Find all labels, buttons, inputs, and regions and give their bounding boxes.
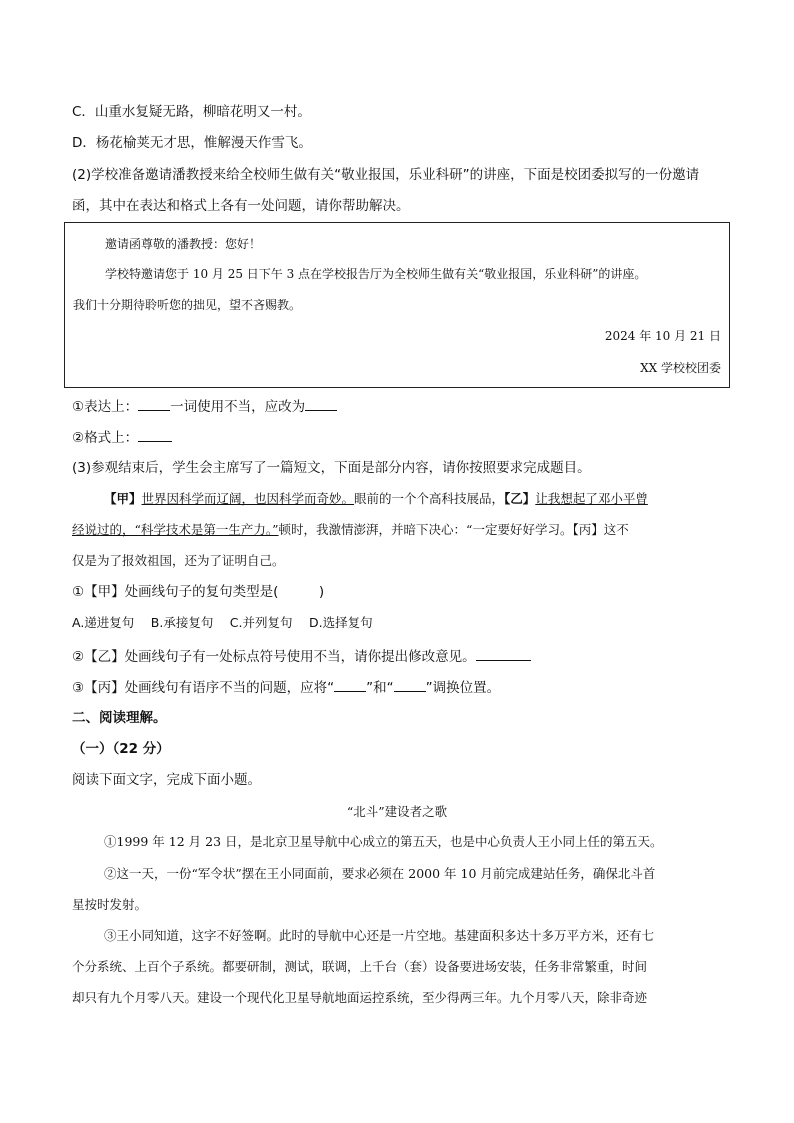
answer-line-2 xyxy=(72,427,172,448)
sq3-part-a: ③【丙】处画线句有语序不当的问题，应将“ xyxy=(72,680,335,696)
answer-blank-6[interactable] xyxy=(394,677,426,692)
q2-line1: (2)学校准备邀请潘教授来给全校师生做有关“敬业报国，乐业科研”的讲座，下面是校团委拟写的一份邀请 xyxy=(72,167,700,183)
invitation-letter-box xyxy=(64,222,730,388)
letter-greeting: 邀请函尊敬的潘教授：您好！ xyxy=(105,237,262,251)
article-para2-l2: 星按时发射。 xyxy=(72,897,148,912)
article-para1: ①1999 年 12 月 23 日，是北京卫星导航中心成立的第五天，也是中心负责人王小同上任的第五天。 xyxy=(104,834,663,849)
article-para2-l1: ②这一天，一份“军令状”摆在王小同面前，要求必须在 2000 年 10 月前完成建站任务，确保北斗首 xyxy=(104,866,656,881)
tag-yi: 【乙】 xyxy=(504,491,536,506)
q3-paragraph-line2 xyxy=(72,520,629,540)
subquestion-2: ②【乙】处画线句子有一处标点符号使用不当，请你提出修改意见。 xyxy=(72,649,476,665)
text-rest: 顿时，我激情澎湃，并暗下决心：“一定要好好学习。【丙】这不 xyxy=(278,522,629,537)
q2-line2: 函，其中在表达和格式上各有一处问题，请你帮助解决。 xyxy=(72,198,410,214)
sentence-yi-part2: 经说过的，“科学技术是第一生产力。” xyxy=(72,522,279,537)
q3-paragraph-line1 xyxy=(104,489,648,509)
answer-blank-1[interactable] xyxy=(138,396,170,411)
answer-blank-3[interactable] xyxy=(138,427,172,442)
text-mid: 眼前的一个个高科技展品， xyxy=(354,491,505,506)
answer-line-1 xyxy=(72,396,337,417)
article-title: “北斗”建设者之歌 xyxy=(346,804,448,819)
subquestion-2-line xyxy=(72,646,531,667)
sq3-part-c: ”调换位置。 xyxy=(425,680,501,696)
a1-middle: 一词使用不当，应改为 xyxy=(170,399,306,415)
article-para3-l2: 个分系统、上百个子系统。都要研制，测试，联调，上千台（套）设备要进场安装，任务非常繁重，时间 xyxy=(72,959,648,974)
option-c: C．山重水复疑无路，柳暗花明又一村。 xyxy=(72,104,311,120)
section-title: 二、阅读理解。 xyxy=(72,710,167,726)
sentence-jia: 世界因科学而辽阔，也因科学而奇妙。 xyxy=(141,491,355,506)
article-para3-l1: ③王小同知道，这字不好签啊。此时的导航中心还是一片空地。基建面积多达十多万平方米，还有七 xyxy=(104,928,655,943)
reading-instruction: 阅读下面文字，完成下面小题。 xyxy=(72,772,261,788)
letter-body2: 我们十分期待聆听您的拙见，望不吝赐教。 xyxy=(73,298,302,312)
tag-jia: 【甲】 xyxy=(104,491,142,506)
subquestion-1-options: A.递进复句 B.承接复句 C.并列复句 D.选择复句 xyxy=(72,615,373,630)
letter-date: 2024 年 10 月 21 日 xyxy=(604,329,721,343)
a1-prefix: ①表达上： xyxy=(72,399,139,415)
answer-blank-4[interactable] xyxy=(476,646,531,661)
a2-prefix: ②格式上： xyxy=(72,430,139,446)
section-subtitle: （一）（22 分） xyxy=(72,741,170,757)
sq3-part-b: ”和“ xyxy=(366,680,394,696)
q3-intro: (3)参观结束后，学生会主席写了一篇短文，下面是部分内容，请你按照要求完成题目。 xyxy=(72,460,591,476)
answer-blank-5[interactable] xyxy=(334,677,366,692)
letter-signature: XX 学校校团委 xyxy=(640,361,721,375)
option-d: D．杨花榆荚无才思，惟解漫天作雪飞。 xyxy=(72,135,312,151)
q3-paragraph-line3: 仅是为了报效祖国，还为了证明自己。 xyxy=(72,553,285,568)
subquestion-3-line xyxy=(72,677,500,698)
answer-blank-2[interactable] xyxy=(305,396,337,411)
article-para3-l3: 却只有九个月零八天。建设一个现代化卫星导航地面运控系统，至少得两三年。九个月零八天，除非奇迹 xyxy=(72,990,648,1005)
sentence-yi-part1: 让我想起了邓小平曾 xyxy=(535,491,648,506)
letter-body1: 学校特邀请您于 10 月 25 日下午 3 点在学校报告厅为全校师生做有关“敬业报国，乐业科研”的讲座。 xyxy=(105,267,647,281)
subquestion-1: ①【甲】处画线句子的复句类型是( ) xyxy=(72,584,325,600)
